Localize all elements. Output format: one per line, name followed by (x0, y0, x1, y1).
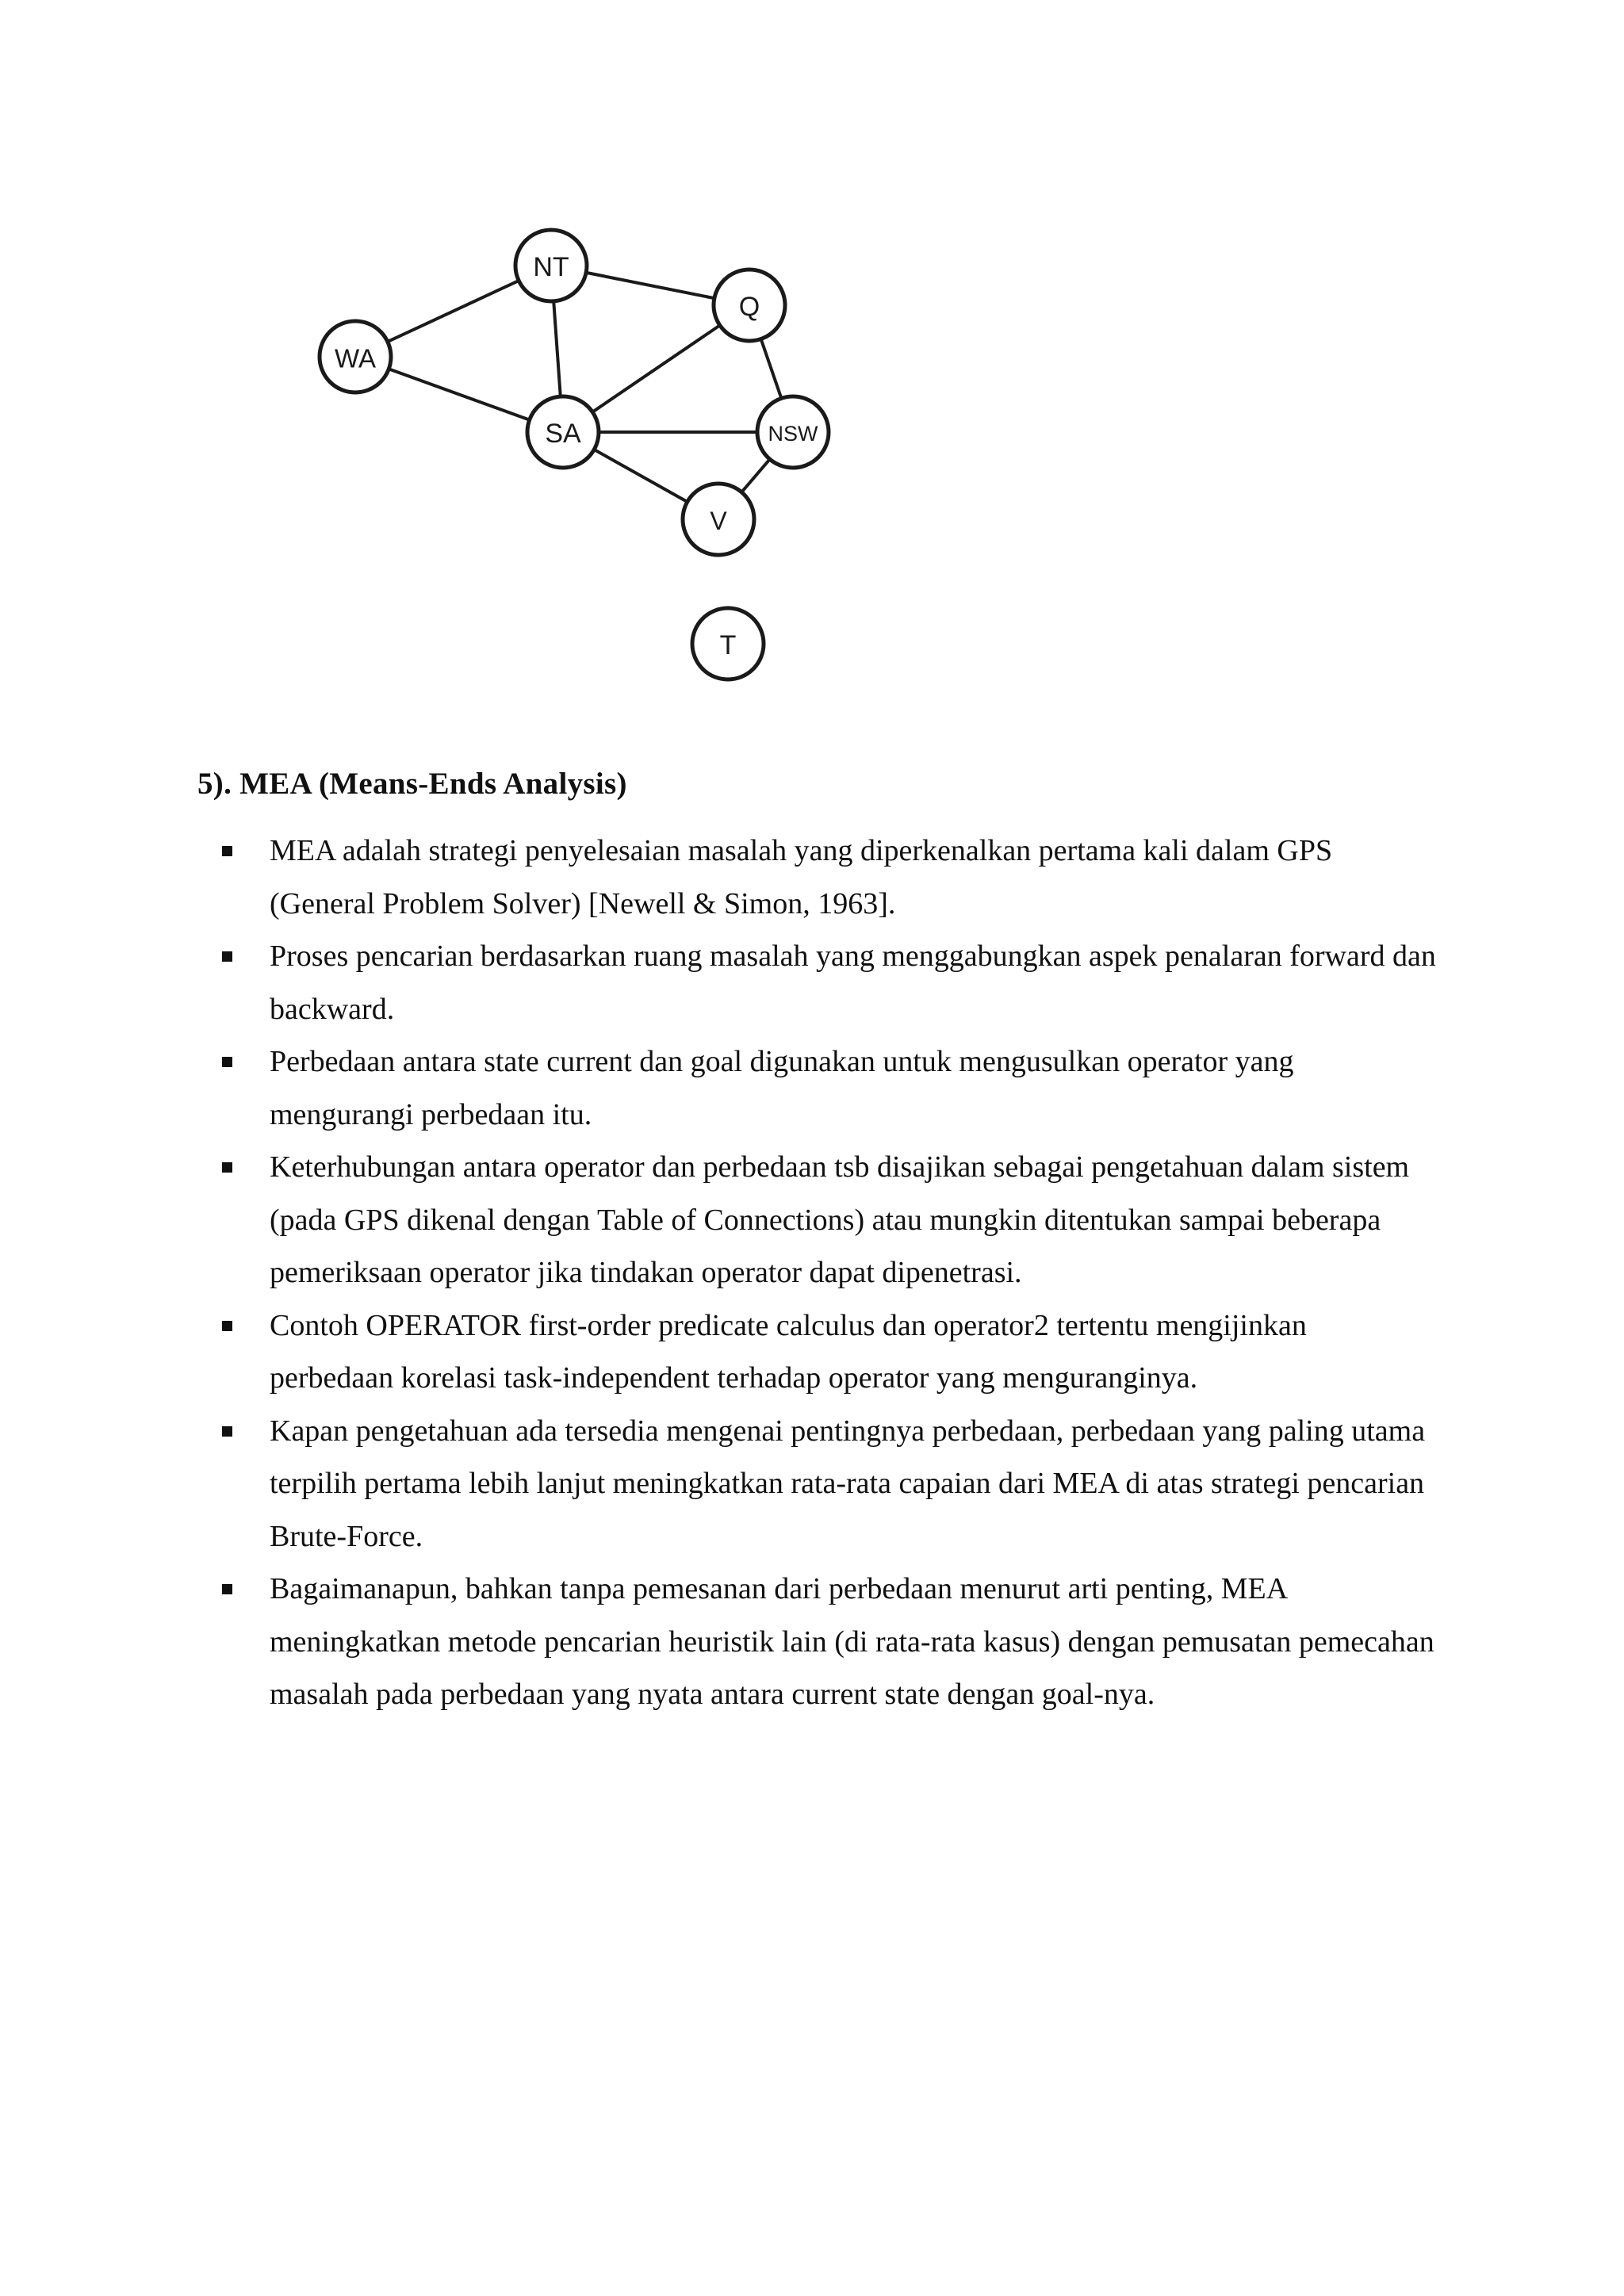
node-label: NT (533, 252, 569, 282)
section-heading: 5). MEA (Means-Ends Analysis) (197, 767, 627, 801)
node-label: Q (738, 292, 760, 322)
square-bullet-icon (222, 1057, 232, 1067)
square-bullet-icon (222, 1584, 232, 1594)
square-bullet-icon (222, 1426, 232, 1437)
list-item (216, 1141, 1437, 1299)
node-label: WA (335, 343, 376, 373)
node-label: T (719, 630, 737, 660)
bullet-text: Perbedaan antara state current dan goal digunakan untuk mengusulkan operator yang mengurangi perbedaan itu. (270, 1045, 1294, 1131)
list-item (216, 1563, 1437, 1721)
list-item (216, 930, 1437, 1035)
list-item (216, 1035, 1437, 1141)
graph-nodes (320, 230, 829, 679)
node-nt (515, 230, 587, 301)
node-sa (527, 396, 599, 468)
node-v (683, 484, 754, 555)
node-label: NSW (768, 422, 818, 446)
node-wa (320, 321, 391, 392)
bullet-text: Kapan pengetahuan ada tersedia mengenai pentingnya perbedaan, perbedaan yang paling utama terpilih pertama lebih lanjut meningkatkan rata-rata capaian dari MEA di atas strategi pencarian Brute-Force. (270, 1414, 1426, 1553)
node-q (714, 270, 785, 341)
square-bullet-icon (222, 1162, 232, 1173)
square-bullet-icon (222, 951, 232, 962)
node-t (692, 608, 764, 679)
bullet-text: Contoh OPERATOR first-order predicate calculus dan operator2 tertentu mengijinkan perbedaan korelasi task-independent terhadap operator yang menguranginya. (270, 1308, 1307, 1395)
bullet-text: Proses pencarian berdasarkan ruang masalah yang menggabungkan aspek penalaran forward dan backward. (270, 939, 1436, 1026)
bullet-list (216, 825, 1437, 1721)
node-label: V (710, 507, 727, 535)
node-nsw (757, 396, 829, 468)
list-item (216, 1405, 1437, 1563)
square-bullet-icon (222, 1321, 232, 1331)
list-item (216, 825, 1437, 930)
bullet-text: Bagaimanapun, bahkan tanpa pemesanan dari perbedaan menurut arti penting, MEA meningkatkan metode pencarian heuristik lain (di rata-rata kasus) dengan pemusatan pemecahan masalah pada perbedaan yang nyata antara current state dengan goal-nya. (270, 1572, 1434, 1711)
node-label: SA (545, 419, 581, 449)
bullet-text: Keterhubungan antara operator dan perbedaan tsb disajikan sebagai pengetahuan dalam sistem (pada GPS dikenal dengan Table of Connections) atau mungkin ditentukan sampai beberapa pemeriksaan operator jika tindakan operator dapat dipenetrasi. (270, 1150, 1410, 1289)
bullet-text: MEA adalah strategi penyelesaian masalah yang diperkenalkan pertama kali dalam GPS (General Problem Solver) [Newell & Simon, 1963]. (270, 834, 1333, 920)
square-bullet-icon (222, 846, 232, 856)
map-coloring-graph-diagram (301, 214, 856, 706)
list-item (216, 1299, 1437, 1405)
